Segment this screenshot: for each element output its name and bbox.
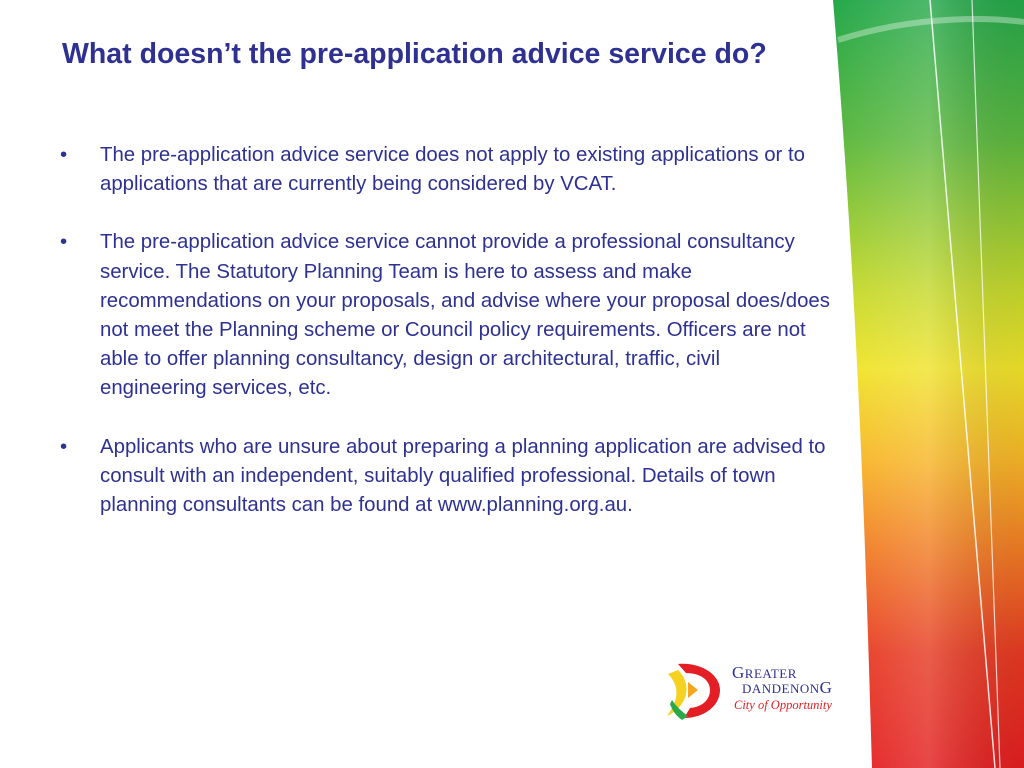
bullet-marker: •: [60, 231, 68, 254]
logo-line-dandenong: DANDENONG: [742, 678, 833, 697]
logo-emblem-icon: [664, 660, 724, 722]
bullet-item: [60, 433, 830, 521]
bullet-item: [60, 228, 830, 403]
bullet-marker: •: [60, 144, 68, 166]
logo-line-greater: GREATER: [732, 663, 797, 682]
bullet-text: Applicants who are unsure about preparing a planning application are advised to consult with an independent, suitably qualified professional. Details of town planning consultants can be found at www.planning.org.au.: [100, 435, 826, 517]
greater-dandenong-logo: [664, 660, 860, 724]
bullet-text: The pre-application advice service does not apply to existing applications or to applications that are currently being considered by VCAT.: [100, 144, 806, 196]
logo-tagline: City of Opportunity: [734, 698, 832, 712]
bullet-text: The pre-application advice service cannot provide a professional consultancy service. The Statutory Planning Team is here to assess and make recommendations on your proposals, and advise where your proposal does/does not meet the Planning scheme or Council policy requirements. Officers are not able to offer planning consultancy, design or architectural, traffic, civil engineering services, etc.: [100, 231, 830, 400]
slide-title: What doesn’t the pre-application advice service do?: [62, 38, 767, 70]
bullet-item: [60, 141, 830, 199]
logo-wordmark: [732, 663, 833, 714]
bullet-list: [60, 141, 830, 549]
bullet-marker: •: [60, 435, 68, 458]
